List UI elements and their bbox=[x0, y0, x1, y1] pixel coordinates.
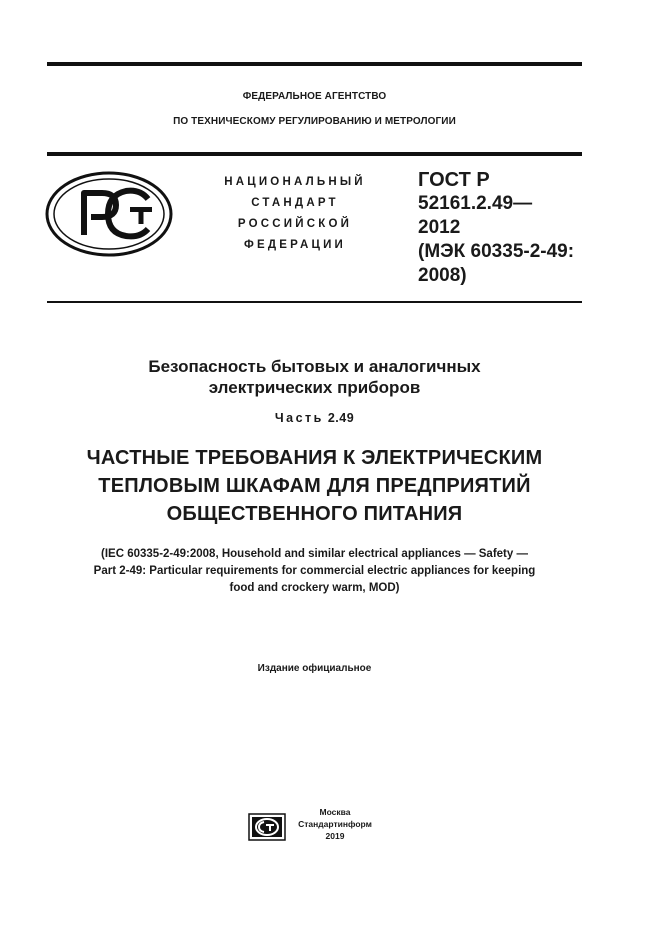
standard-type-line-2: СТАНДАРТ bbox=[251, 197, 339, 209]
part-heading bbox=[47, 411, 582, 425]
top-rule bbox=[47, 62, 582, 66]
specific-title-line-3: ОБЩЕСТВЕННОГО ПИТАНИЯ bbox=[166, 503, 463, 525]
iec-reference bbox=[47, 546, 582, 597]
standard-type-line-4: ФЕДЕРАЦИИ bbox=[243, 239, 347, 251]
general-title bbox=[47, 356, 582, 398]
publisher-city: Москва bbox=[319, 807, 351, 817]
specific-title bbox=[47, 444, 582, 528]
iec-reference-line-3: food and crockery warm, MOD) bbox=[229, 582, 400, 594]
general-title-line-1: Безопасность бытовых и аналогичных bbox=[148, 357, 481, 376]
designation-rule bbox=[47, 301, 582, 303]
part-number: 2.49 bbox=[327, 411, 355, 425]
publisher-block bbox=[290, 806, 380, 842]
header-rule bbox=[47, 152, 582, 156]
designation-line-4: (МЭК 60335-2-49: bbox=[418, 241, 575, 262]
agency-line-1: ФЕДЕРАЛЬНОЕ АГЕНТСТВО bbox=[242, 91, 387, 102]
iec-reference-line-1: (IEC 60335-2-49:2008, Household and similar electrical appliances — Safety — bbox=[101, 548, 528, 560]
specific-title-line-1: ЧАСТНЫЕ ТРЕБОВАНИЯ К ЭЛЕКТРИЧЕСКИМ bbox=[86, 447, 543, 469]
specific-title-line-2: ТЕПЛОВЫМ ШКАФАМ ДЛЯ ПРЕДПРИЯТИЙ bbox=[98, 475, 531, 497]
designation-line-2: 52161.2.49— bbox=[418, 193, 533, 214]
general-title-line-2: электрических приборов bbox=[208, 378, 421, 397]
publisher-year: 2019 bbox=[325, 831, 345, 841]
part-label: Часть bbox=[274, 411, 324, 425]
agency-line-2: ПО ТЕХНИЧЕСКОМУ РЕГУЛИРОВАНИЮ И МЕТРОЛОГИИ bbox=[173, 116, 456, 127]
publisher-name: Стандартинформ bbox=[298, 819, 372, 829]
standard-type-line-3: РОССИЙСКОЙ bbox=[237, 218, 353, 230]
designation-line-3: 2012 bbox=[418, 217, 461, 238]
standartinform-logo-icon bbox=[248, 813, 286, 841]
iec-reference-line-2: Part 2-49: Particular requirements for commercial electric appliances for keeping bbox=[93, 565, 536, 577]
gost-r-logo-icon bbox=[44, 171, 174, 257]
designation-line-1: ГОСТ Р bbox=[418, 169, 490, 191]
standard-designation bbox=[418, 168, 593, 288]
standard-type-line-1: НАЦИОНАЛЬНЫЙ bbox=[224, 176, 366, 188]
edition-note: Издание официальное bbox=[257, 663, 372, 674]
standard-type-block bbox=[200, 172, 390, 256]
designation-line-5: 2008) bbox=[418, 265, 467, 286]
